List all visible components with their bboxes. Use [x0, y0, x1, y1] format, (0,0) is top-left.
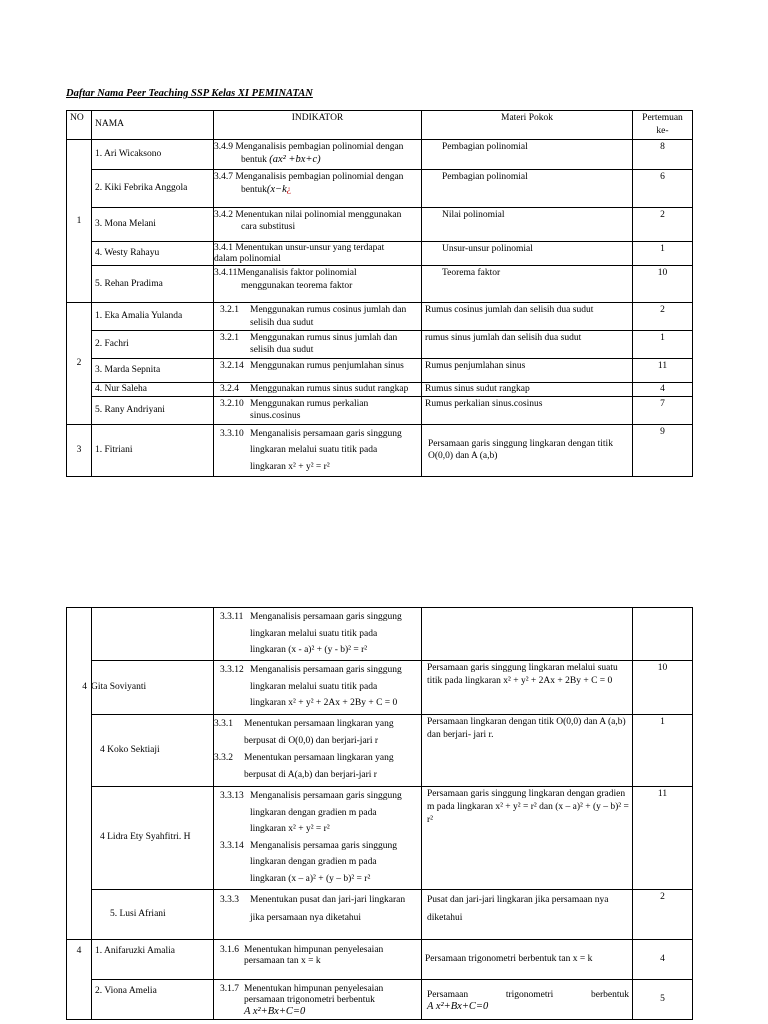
subject-matter: [422, 608, 633, 661]
indicator-line: sinus.cosinus: [250, 411, 301, 422]
subject-matter: [422, 889, 633, 939]
header-nama: NAMA: [92, 111, 214, 140]
indicator-text: Menentukan persamaan lingkaran yang: [244, 718, 394, 729]
subject-matter-line: [427, 990, 629, 1001]
subject-matter: Nilai polinomial: [422, 207, 633, 241]
meeting-number: 7: [633, 396, 693, 424]
student-name: 5. Rehan Pradima: [92, 266, 214, 303]
indicator-formula: A x²+Bx+C=0: [244, 1005, 306, 1017]
indicator-text: Menggunakan rumus penjumlahan sinus: [250, 360, 404, 371]
subject-matter-word: Persamaan: [427, 989, 469, 1000]
indicator-code: 3.2.1: [220, 305, 239, 316]
peer-teaching-table-1: [66, 110, 693, 477]
subject-matter-word: berbentuk: [591, 989, 629, 1000]
indicator-line: lingkaran x² + y² = r²: [250, 461, 330, 472]
indicator-line: lingkaran dengan gradien m pada: [250, 857, 377, 868]
indicator-text: Menentukan persamaan lingkaran yang: [244, 753, 394, 764]
subject-matter: Rumus perkalian sinus.cosinus: [422, 396, 633, 424]
student-name: 1. Ari Wicaksono: [92, 139, 214, 169]
indicator-line: jika persamaan nya diketahui: [250, 912, 362, 923]
indicator-text: Menganalisis persamaan garis singgung: [250, 428, 402, 439]
indicator-line: lingkaran melalui suatu titik pada: [250, 681, 378, 692]
meeting-number: 1: [633, 241, 693, 266]
indicator-code: 3.3.11: [220, 612, 244, 622]
indicator: [214, 889, 422, 939]
table-row: [67, 608, 693, 661]
indicator-code: 3.1.7: [220, 983, 239, 994]
indicator: [214, 382, 422, 396]
meeting-number: 5: [633, 979, 693, 1019]
meeting-number: 2: [633, 303, 693, 331]
indicator-code: 3.2.14: [220, 360, 244, 371]
indicator-line: [214, 750, 418, 767]
student-name: 4 Koko Sektiaji: [92, 714, 214, 786]
table-row: [67, 396, 693, 424]
indicator: [214, 939, 422, 979]
indicator-text: Menggunakan rumus sinus sudut rangkap: [250, 383, 409, 394]
table-row: [67, 424, 693, 477]
student-name: 5. Rany Andriyani: [92, 396, 214, 424]
group-number: 1: [67, 139, 92, 303]
indicator-text: Menganalisis persamaan garis singgung: [250, 664, 402, 675]
indicator: [214, 139, 422, 169]
indicator-line: [220, 398, 418, 410]
table-row: [67, 358, 693, 382]
indicator: [214, 358, 422, 382]
header-no: NO: [67, 111, 92, 140]
group-number: 4: [67, 939, 92, 1019]
indicator-text: Menggunakan rumus cosinus jumlah dan: [250, 305, 407, 316]
table-header-row: [67, 111, 693, 140]
subject-matter: [422, 979, 633, 1019]
indicator: [214, 979, 422, 1019]
indicator-text: Menentukan himpunan penyelesaian: [244, 983, 384, 994]
indicator-line: lingkaran (x – a)² + (y – b)² = r²: [250, 874, 371, 884]
table-row: [67, 889, 693, 939]
table-row: [67, 979, 693, 1019]
indicator-text: Menentukan himpunan penyelesaian: [244, 944, 384, 955]
indicator-line: cara substitusi: [241, 222, 296, 233]
indicator-text: Menganalisis persamaa garis singgung: [250, 840, 397, 851]
indicator-line: selisih dua sudut: [250, 345, 314, 356]
indicator: [214, 660, 422, 714]
subject-matter: Rumus penjumlahan sinus: [422, 358, 633, 382]
subject-matter: Persamaan garis singgung lingkaran melalui suatu titik pada lingkaran x² + y² + 2Ax + 2By + C = 0: [422, 660, 633, 714]
table-row: [67, 303, 693, 331]
subject-matter: Persamaan trigonometri berbentuk tan x = k: [422, 939, 633, 979]
table-row: [67, 169, 693, 207]
header-indikator: INDIKATOR: [214, 111, 422, 140]
indicator-line: lingkaran x² + y² = r²: [250, 824, 330, 835]
indicator-line: [220, 788, 418, 805]
indicator-text: Menentukan pusat dan jari-jari lingkaran: [250, 894, 406, 905]
meeting-number: 9: [633, 424, 693, 477]
indicator-code: 3.2.4: [220, 383, 239, 394]
indicator-line: [220, 984, 418, 995]
indicator: [214, 266, 422, 303]
table-row: [67, 241, 693, 266]
table-row: [67, 660, 693, 714]
indicator-line: [220, 304, 418, 316]
indicator-line: 3.4.9 Menganalisis pembagian polinomial dengan: [214, 141, 404, 152]
table-row: [67, 714, 693, 786]
table-row: [67, 939, 693, 979]
student-name: 1. Anifaruzki Amalia: [92, 939, 214, 979]
meeting-number: 10: [633, 266, 693, 303]
indicator-line: dalam polinomial: [214, 253, 281, 264]
indicator-line: menggunakan teorema faktor: [241, 281, 353, 292]
table-row: [67, 266, 693, 303]
indicator: [214, 608, 422, 661]
indicator-line: lingkaran melalui suatu titik pada: [250, 445, 378, 456]
indicator-formula-glyph: ¿: [286, 185, 291, 196]
meeting-number: 6: [633, 169, 693, 207]
indicator-code: 3.3.1: [214, 718, 233, 729]
indicator-line: 3.4.7 Menganalisis pembagian polinomial dengan: [214, 171, 404, 182]
indicator-line: berpusat di O(0,0) dan berjari-jari r: [244, 735, 379, 746]
subject-matter: Pembagian polinomial: [422, 139, 633, 169]
header-materi: Materi Pokok: [422, 111, 633, 140]
meeting-number: 4: [633, 939, 693, 979]
header-pertemuan: Pertemuan ke-: [633, 111, 693, 140]
group-number: 4: [82, 681, 87, 692]
student-name: 4. Westy Rahayu: [92, 241, 214, 266]
meeting-number: 1: [633, 331, 693, 359]
indicator: [214, 396, 422, 424]
indicator: [214, 424, 422, 477]
student-name: 1. Eka Amalia Yulanda: [92, 303, 214, 331]
subject-matter: Rumus sinus sudut rangkap: [422, 382, 633, 396]
indicator-line: [220, 945, 418, 956]
table-row: [67, 139, 693, 169]
indicator: [214, 331, 422, 359]
indicator-line: lingkaran x² + y² + 2Ax + 2By + C = 0: [250, 698, 398, 709]
indicator: [214, 169, 422, 207]
indicator-line: [214, 153, 418, 167]
indicator-code: 3.2.1: [220, 333, 239, 344]
subject-matter: Persamaan garis singgung lingkaran dengan gradien m pada lingkaran x² + y² = r² dan (x – a)² + (y – b)² = r²: [422, 786, 633, 889]
page-title: Daftar Nama Peer Teaching SSP Kelas XI PEMINATAN: [66, 88, 313, 99]
indicator: [214, 207, 422, 241]
indicator-line: 3.4.11Menganalisis faktor polinomial: [214, 268, 357, 279]
indicator-text: bentuk: [241, 185, 267, 196]
indicator-text: bentuk: [241, 155, 267, 166]
indicator-line: persamaan tan x = k: [244, 956, 321, 967]
peer-teaching-table-2: [66, 607, 693, 1020]
student-name: 3. Marda Sepnita: [92, 358, 214, 382]
subject-matter: Unsur-unsur polinomial: [422, 241, 633, 266]
meeting-number: 11: [633, 786, 693, 889]
indicator-line: [220, 426, 418, 443]
table-row: [67, 382, 693, 396]
meeting-number: 11: [633, 358, 693, 382]
indicator-text: Menggunakan rumus perkalian: [250, 398, 369, 409]
subject-matter: Persamaan lingkaran dengan titik O(0,0) dan A (a,b) dan berjari- jari r.: [422, 714, 633, 786]
subject-matter: rumus sinus jumlah dan selisih dua sudut: [422, 331, 633, 359]
indicator-formula: (ax² +bx+c): [269, 154, 321, 166]
group-number: [67, 608, 92, 940]
student-name: 4 Lidra Ety Syahfitri. H: [92, 786, 214, 889]
indicator-line: lingkaran melalui suatu titik pada: [250, 628, 378, 639]
meeting-number: 2: [633, 889, 693, 939]
student-name-text: Gita Soviyanti: [91, 681, 147, 692]
meeting-number: 4: [633, 382, 693, 396]
group-number: 2: [67, 303, 92, 424]
student-name: 2. Kiki Febrika Anggola: [92, 169, 214, 207]
subject-matter: Persamaan garis singgung lingkaran dengan titik O(0,0) dan A (a,b): [422, 424, 633, 477]
indicator-code: 3.3.13: [220, 790, 244, 801]
indicator-line: [220, 662, 418, 679]
indicator-line: [220, 332, 418, 344]
indicator-line: selisih dua sudut: [250, 317, 314, 328]
group-number: 3: [67, 424, 92, 477]
indicator-line: [214, 183, 418, 197]
meeting-number: 10: [633, 660, 693, 714]
meeting-number: 2: [633, 207, 693, 241]
subject-matter: Rumus cosinus jumlah dan selisih dua sudut: [422, 303, 633, 331]
meeting-number: 8: [633, 139, 693, 169]
indicator-line: [220, 838, 418, 855]
indicator-code: 3.3.12: [220, 664, 244, 675]
indicator: [214, 786, 422, 889]
student-name: [92, 608, 214, 661]
indicator-code: 3.3.14: [220, 840, 244, 851]
indicator-line: [220, 383, 418, 396]
indicator-text: Menggunakan rumus sinus jumlah dan: [250, 333, 398, 344]
meeting-number: [633, 608, 693, 661]
subject-matter-word: trigonometri: [505, 989, 554, 1000]
student-name: 5. Lusi Afriani: [92, 889, 214, 939]
indicator-line: [220, 360, 418, 373]
indicator-text: Menganalisis persamaan garis singgung: [250, 612, 402, 622]
table-row: [67, 207, 693, 241]
indicator-line: berpusat di A(a,b) dan berjari-jari r: [244, 770, 377, 781]
indicator-line: [220, 609, 418, 626]
indicator-code: 3.3.10: [220, 428, 244, 439]
indicator-line: [214, 716, 418, 733]
indicator-line: 3.4.2 Menentukan nilai polinomial menggunakan: [214, 209, 402, 220]
indicator-line: [220, 891, 418, 909]
student-name: 1. Fitriani: [92, 424, 214, 477]
table-row: [67, 786, 693, 889]
subject-matter-line: Pusat dan jari-jari lingkaran jika persamaan nya: [427, 894, 609, 905]
student-name: 2. Viona Amelia: [92, 979, 214, 1019]
student-name: 3. Mona Melani: [92, 207, 214, 241]
meeting-number: 1: [633, 714, 693, 786]
student-name: 4. Nur Saleha: [92, 382, 214, 396]
indicator-line: lingkaran dengan gradien m pada: [250, 807, 377, 818]
subject-matter-formula: A x²+Bx+C=0: [427, 1001, 489, 1013]
indicator-code: 3.1.6: [220, 944, 239, 955]
indicator-formula: (x−k: [266, 184, 287, 196]
indicator-code: 3.3.2: [214, 753, 233, 764]
subject-matter-line: diketahui: [427, 912, 463, 923]
indicator: [214, 303, 422, 331]
indicator-code: 3.3.3: [220, 894, 239, 905]
table-row: [67, 331, 693, 359]
indicator-text: Menganalisis persamaan garis singgung: [250, 790, 402, 801]
indicator: [214, 241, 422, 266]
subject-matter: Pembagian polinomial: [422, 169, 633, 207]
subject-matter: Teorema faktor: [422, 266, 633, 303]
indicator: [214, 714, 422, 786]
student-name: [82, 660, 214, 714]
indicator-line: lingkaran (x - a)² + (y - b)² = r²: [250, 645, 368, 656]
indicator-line: 3.4.1 Menentukan unsur-unsur yang terdapat: [214, 242, 385, 253]
indicator-line: persamaan trigonometri berbentuk: [244, 994, 375, 1005]
student-name: 2. Fachri: [92, 331, 214, 359]
indicator-code: 3.2.10: [220, 398, 244, 409]
